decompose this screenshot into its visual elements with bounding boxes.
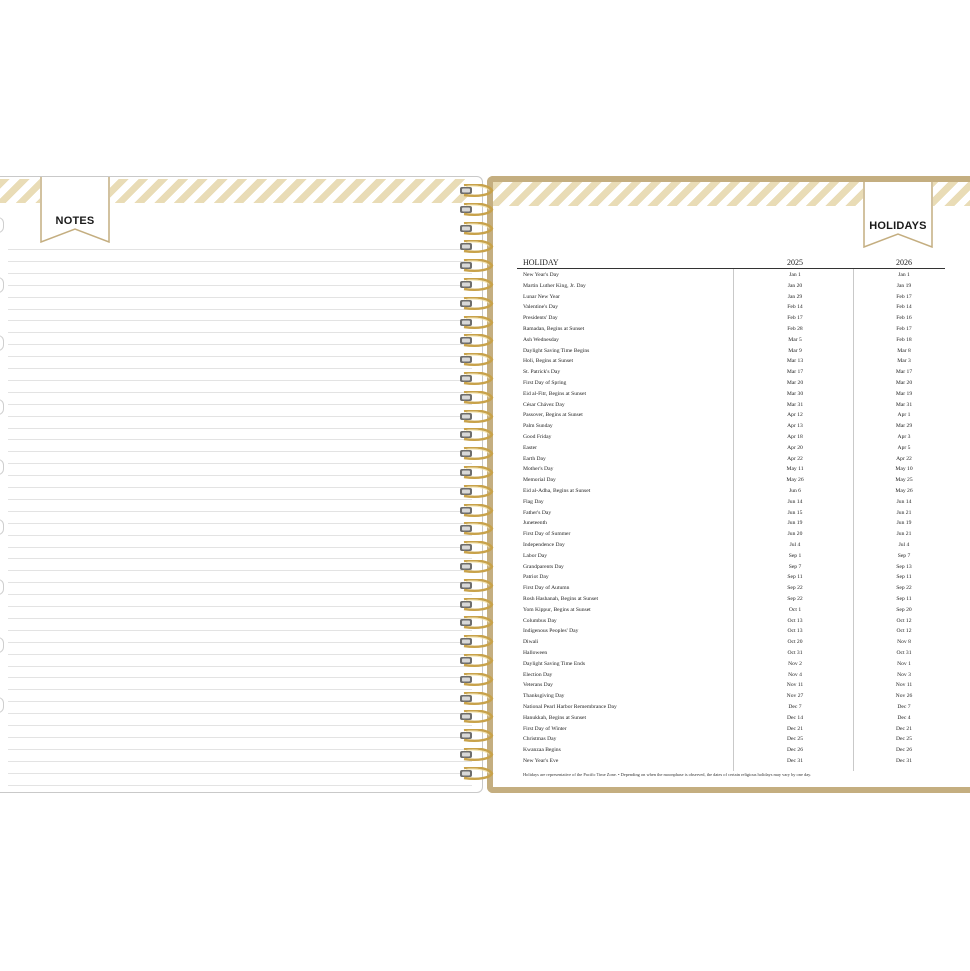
table-row	[517, 454, 945, 465]
ruled-line	[8, 761, 472, 762]
holiday-name: St. Patrick's Day	[523, 369, 561, 376]
ruled-line	[8, 404, 472, 405]
ruled-line	[8, 618, 472, 619]
date-2026: Mar 8	[897, 347, 911, 354]
ruled-line	[8, 309, 472, 310]
date-2026: Nov 26	[895, 693, 913, 700]
table-row	[517, 691, 945, 702]
table-row	[517, 724, 945, 735]
date-2026: Apr 1	[897, 412, 911, 419]
date-2025: Jan 20	[787, 282, 803, 289]
holiday-name: Halloween	[523, 650, 548, 656]
spiral-coil	[456, 673, 496, 686]
holiday-name: First Day of Summer	[523, 531, 571, 538]
table-row	[517, 281, 945, 292]
date-2026: Oct 31	[896, 650, 912, 656]
ruled-line	[8, 773, 472, 774]
spiral-coil	[456, 447, 496, 460]
date-2025: Jun 14	[787, 498, 803, 505]
table-row	[517, 551, 945, 562]
ruled-line	[8, 475, 472, 476]
holiday-name: Easter	[523, 444, 537, 451]
column-header-2026: 2026	[896, 258, 912, 267]
tab-notch	[0, 277, 4, 293]
spiral-coil	[456, 541, 496, 554]
table-row	[517, 734, 945, 745]
table-row	[517, 670, 945, 681]
table-row	[517, 400, 945, 411]
date-2026: Nov 8	[897, 639, 911, 646]
holiday-name: Flag Day	[523, 498, 544, 505]
date-2025: Sep 1	[788, 552, 802, 559]
notes-title: NOTES	[55, 215, 95, 227]
holiday-name: National Pearl Harbor Remembrance Day	[523, 704, 617, 710]
holiday-name: Juneteenth	[523, 520, 547, 527]
ruled-line	[8, 737, 472, 738]
spiral-coil	[456, 372, 496, 385]
holiday-name: Ash Wednesday	[523, 336, 559, 343]
ruled-line	[8, 273, 472, 274]
table-row	[517, 464, 945, 475]
holiday-name: Christmas Day	[523, 736, 557, 743]
date-2026: Feb 16	[896, 315, 912, 322]
holiday-name: Valentine's Day	[523, 304, 559, 311]
date-2026: Feb 18	[896, 336, 912, 343]
date-2026: Dec 25	[896, 736, 912, 743]
ruled-line	[8, 582, 472, 583]
date-2025: Jun 6	[789, 488, 801, 494]
spiral-coil	[456, 240, 496, 253]
notes-page	[0, 176, 483, 793]
spiral-coil	[456, 259, 496, 272]
date-2026: Jun 21	[896, 531, 912, 538]
holiday-name: New Year's Day	[523, 272, 559, 278]
table-row	[517, 443, 945, 454]
spiral-coil	[456, 334, 496, 347]
date-2025: Oct 31	[787, 650, 803, 656]
date-2026: Mar 3	[897, 358, 911, 365]
holiday-name: Independence Day	[523, 542, 565, 548]
date-2026: Jul 4	[898, 542, 910, 548]
holiday-name: Passover, Begins at Sunset	[523, 412, 583, 419]
spiral-coil	[456, 466, 496, 479]
holiday-name: Earth Day	[523, 455, 546, 462]
date-2026: Mar 31	[895, 401, 913, 408]
table-row	[517, 378, 945, 389]
table-row	[517, 335, 945, 346]
table-row	[517, 518, 945, 529]
ruled-line	[8, 725, 472, 726]
spiral-coil	[456, 391, 496, 404]
table-row	[517, 583, 945, 594]
tab-notch	[0, 335, 4, 351]
table-row	[517, 572, 945, 583]
date-2026: Feb 14	[896, 304, 912, 311]
table-row	[517, 497, 945, 508]
ruled-line	[8, 380, 472, 381]
date-2026: Mar 20	[895, 380, 913, 386]
column-header-holiday: HOLIDAY	[523, 258, 559, 267]
date-2025: May 26	[786, 477, 804, 484]
date-2025: Feb 17	[787, 315, 803, 322]
ruled-line	[8, 428, 472, 429]
date-2025: Jan 29	[787, 293, 803, 300]
date-2025: Sep 11	[787, 574, 803, 581]
date-2025: Mar 13	[786, 358, 804, 365]
spiral-coil	[456, 710, 496, 723]
holidays-page	[487, 176, 970, 793]
date-2026: May 26	[895, 488, 913, 494]
table-row	[517, 562, 945, 573]
date-2026: Mar 19	[895, 390, 913, 397]
table-row	[517, 389, 945, 400]
date-2025: Sep 22	[787, 596, 803, 602]
date-2026: Sep 22	[896, 585, 912, 592]
date-2025: Dec 31	[787, 758, 803, 764]
table-row	[517, 324, 945, 335]
holiday-name: Hanukkah, Begins at Sunset	[523, 714, 587, 721]
table-row	[517, 713, 945, 724]
date-2026: Apr 3	[897, 434, 911, 440]
tab-notch	[0, 459, 4, 475]
date-2025: Feb 28	[787, 326, 803, 332]
holiday-name: Palm Sunday	[523, 423, 553, 430]
ruled-line	[8, 249, 472, 250]
spiral-coil	[456, 598, 496, 611]
holiday-name: Thanksgiving Day	[523, 693, 565, 700]
table-row	[517, 270, 945, 281]
ruled-line	[8, 344, 472, 345]
ruled-line	[8, 570, 472, 571]
date-2026: Apr 5	[897, 444, 911, 451]
date-2026: Oct 12	[896, 628, 912, 635]
table-row	[517, 745, 945, 756]
spiral-coil	[456, 353, 496, 366]
date-2026: Dec 21	[896, 725, 912, 732]
table-row	[517, 605, 945, 616]
spiral-coil	[456, 654, 496, 667]
table-row	[517, 356, 945, 367]
holiday-name: Rosh Hashanah, Begins at Sunset	[523, 596, 599, 602]
date-2026: Sep 7	[897, 552, 911, 559]
date-2026: Nov 3	[897, 671, 911, 678]
holiday-name: Patriot Day	[523, 574, 549, 581]
date-2026: Sep 13	[896, 563, 912, 570]
spiral-coil	[456, 316, 496, 329]
spiral-coil	[456, 485, 496, 498]
date-2025: Apr 20	[787, 444, 803, 451]
date-2026: Feb 17	[896, 293, 912, 300]
holiday-name: First Day of Autumn	[523, 585, 570, 592]
ruled-line	[8, 499, 472, 500]
table-row	[517, 648, 945, 659]
date-2025: Nov 27	[786, 693, 804, 700]
holiday-name: César Chávez Day	[523, 401, 565, 408]
date-2026: May 25	[895, 477, 913, 484]
date-2025: Feb 14	[787, 304, 803, 311]
holiday-name: First Day of Spring	[523, 380, 567, 386]
holiday-name: Veterans Day	[523, 682, 553, 689]
holiday-name: Father's Day	[523, 509, 552, 516]
date-2026: Jun 14	[896, 498, 912, 505]
spiral-coil	[456, 748, 496, 761]
date-2026: Oct 12	[896, 617, 912, 624]
ruled-line	[8, 701, 472, 702]
ruled-line	[8, 439, 472, 440]
spiral-binding	[456, 184, 496, 784]
table-row	[517, 637, 945, 648]
ruled-line	[8, 630, 472, 631]
date-2026: Mar 17	[895, 369, 913, 376]
table-row	[517, 313, 945, 324]
holiday-name: Eid al-Fitr, Begins at Sunset	[523, 390, 587, 397]
tab-notch	[0, 637, 4, 653]
ruled-line	[8, 487, 472, 488]
table-row	[517, 486, 945, 497]
date-2025: Mar 9	[788, 347, 802, 354]
table-row	[517, 529, 945, 540]
ruled-line	[8, 523, 472, 524]
table-row	[517, 292, 945, 303]
holiday-name: Columbus Day	[523, 617, 557, 624]
ruled-line	[8, 451, 472, 452]
holiday-name: Indigenous Peoples' Day	[523, 628, 579, 635]
tab-notch	[0, 519, 4, 535]
ruled-line	[8, 320, 472, 321]
table-row	[517, 432, 945, 443]
date-2025: Mar 30	[786, 390, 804, 397]
date-2026: Jan 1	[898, 272, 910, 278]
date-2025: Apr 12	[787, 412, 803, 419]
ruled-line	[8, 713, 472, 714]
spiral-coil	[456, 428, 496, 441]
holiday-name: Kwanzaa Begins	[523, 747, 561, 754]
holiday-name: Labor Day	[523, 552, 548, 559]
ruled-line	[8, 392, 472, 393]
date-2026: Sep 20	[896, 606, 912, 613]
holiday-name: New Year's Eve	[523, 758, 559, 764]
date-2025: Mar 31	[786, 401, 804, 408]
tab-notch	[0, 399, 4, 415]
table-row	[517, 659, 945, 670]
column-header-2025: 2025	[787, 258, 803, 267]
ruled-line	[8, 285, 472, 286]
date-2025: Apr 22	[787, 455, 803, 462]
holiday-name: Holi, Begins at Sunset	[523, 358, 574, 365]
ruled-line	[8, 463, 472, 464]
ruled-line	[8, 297, 472, 298]
date-2026: Dec 31	[896, 758, 912, 764]
ruled-line	[8, 368, 472, 369]
tab-notch	[0, 579, 4, 595]
date-2025: Dec 7	[788, 704, 802, 710]
table-row	[517, 421, 945, 432]
date-2026: Jun 19	[896, 520, 912, 527]
ruled-line	[8, 261, 472, 262]
holidays-title: HOLIDAYS	[869, 220, 927, 232]
table-row	[517, 616, 945, 627]
date-2025: Oct 13	[787, 617, 803, 624]
ruled-line	[8, 558, 472, 559]
spiral-coil	[456, 297, 496, 310]
date-2025: Jun 19	[787, 520, 803, 527]
date-2025: Nov 2	[788, 660, 802, 667]
date-2025: Dec 14	[787, 714, 803, 721]
ruled-line	[8, 535, 472, 536]
date-2025: Apr 18	[787, 434, 803, 440]
ruled-line	[8, 332, 472, 333]
date-2026: Nov 1	[897, 660, 911, 667]
table-row	[517, 680, 945, 691]
holiday-name: Daylight Saving Time Begins	[523, 347, 590, 354]
ruled-line	[8, 416, 472, 417]
date-2025: Nov 11	[786, 682, 804, 689]
date-2025: Mar 5	[788, 336, 802, 343]
spiral-coil	[456, 504, 496, 517]
tab-notch	[0, 697, 4, 713]
ruled-line	[8, 749, 472, 750]
table-row	[517, 702, 945, 713]
table-row	[517, 475, 945, 486]
date-2026: Feb 17	[896, 326, 912, 332]
table-row	[517, 594, 945, 605]
date-2026: Sep 11	[896, 574, 912, 581]
ruled-line	[8, 785, 472, 786]
holiday-name: Eid al-Adha, Begins at Sunset	[523, 488, 591, 494]
ruled-line	[8, 666, 472, 667]
date-2026: Dec 26	[896, 747, 912, 754]
date-2025: Dec 21	[787, 725, 803, 732]
header-rule	[517, 268, 945, 269]
date-2025: Nov 4	[788, 671, 802, 678]
spiral-coil	[456, 560, 496, 573]
table-row	[517, 410, 945, 421]
ruled-line	[8, 689, 472, 690]
ruled-line	[8, 677, 472, 678]
date-2025: Mar 20	[786, 380, 804, 386]
date-2026: Dec 4	[897, 714, 911, 721]
date-2025: Sep 7	[788, 563, 802, 570]
date-2026: Dec 7	[897, 704, 911, 710]
date-2025: Jul 4	[789, 542, 801, 548]
spiral-coil	[456, 522, 496, 535]
date-2026: Mar 29	[895, 423, 913, 430]
holiday-name: Daylight Saving Time Ends	[523, 660, 586, 667]
ruled-line	[8, 356, 472, 357]
date-2025: Oct 13	[787, 628, 803, 635]
date-2025: Sep 22	[787, 585, 803, 592]
ruled-line	[8, 511, 472, 512]
spiral-coil	[456, 184, 496, 197]
spiral-coil	[456, 203, 496, 216]
holiday-name: Yom Kippur, Begins at Sunset	[523, 606, 591, 613]
spiral-coil	[456, 692, 496, 705]
spiral-coil	[456, 222, 496, 235]
spiral-coil	[456, 410, 496, 423]
date-2026: May 10	[895, 466, 913, 473]
date-2025: Mar 17	[786, 369, 804, 376]
holiday-name: Mother's Day	[523, 466, 554, 473]
spiral-coil	[456, 635, 496, 648]
holiday-name: Good Friday	[523, 434, 552, 440]
holiday-name: First Day of Winter	[523, 725, 567, 732]
spiral-coil	[456, 616, 496, 629]
spiral-coil	[456, 278, 496, 291]
table-row	[517, 626, 945, 637]
date-2025: Dec 25	[787, 736, 803, 743]
date-2026: Sep 11	[896, 596, 912, 602]
ruled-line	[8, 606, 472, 607]
date-2026: Jan 19	[896, 282, 912, 289]
date-2026: Jun 21	[896, 509, 912, 516]
date-2026: Apr 22	[896, 455, 912, 462]
table-row	[517, 346, 945, 357]
ruled-line	[8, 654, 472, 655]
tab-notch	[0, 217, 4, 233]
table-row	[517, 302, 945, 313]
date-2025: Apr 13	[787, 423, 803, 430]
ruled-line	[8, 642, 472, 643]
date-2026: Nov 11	[895, 682, 913, 689]
notes-banner	[40, 177, 110, 243]
holiday-name: Election Day	[523, 671, 553, 678]
holidays-banner	[863, 182, 933, 248]
spiral-coil	[456, 579, 496, 592]
holiday-name: Grandparents Day	[523, 563, 564, 570]
holiday-name: Martin Luther King, Jr. Day	[523, 282, 586, 289]
date-2025: Oct 20	[787, 639, 803, 646]
date-2025: Jun 15	[787, 509, 803, 516]
ruled-line	[8, 594, 472, 595]
date-2025: Oct 1	[788, 606, 802, 613]
holiday-name: Memorial Day	[523, 477, 556, 484]
table-row	[517, 540, 945, 551]
holiday-name: Presidents' Day	[523, 315, 558, 322]
spiral-coil	[456, 767, 496, 780]
date-2025: Dec 26	[787, 747, 803, 754]
holiday-name: Ramadan, Begins at Sunset	[523, 326, 585, 332]
ruled-line	[8, 547, 472, 548]
footnote: Holidays are representative of the Pacific Time Zone. • Depending on when the moonphase is observed, the dates of certain religious holidays may vary by one day.	[523, 772, 812, 777]
table-row	[517, 756, 945, 767]
date-2025: May 11	[786, 466, 804, 473]
table-row	[517, 367, 945, 378]
table-row	[517, 508, 945, 519]
holiday-name: Lunar New Year	[523, 293, 560, 300]
date-2025: Jun 20	[787, 531, 803, 538]
date-2025: Jan 1	[789, 272, 801, 278]
spiral-coil	[456, 729, 496, 742]
holiday-name: Diwali	[523, 639, 539, 646]
